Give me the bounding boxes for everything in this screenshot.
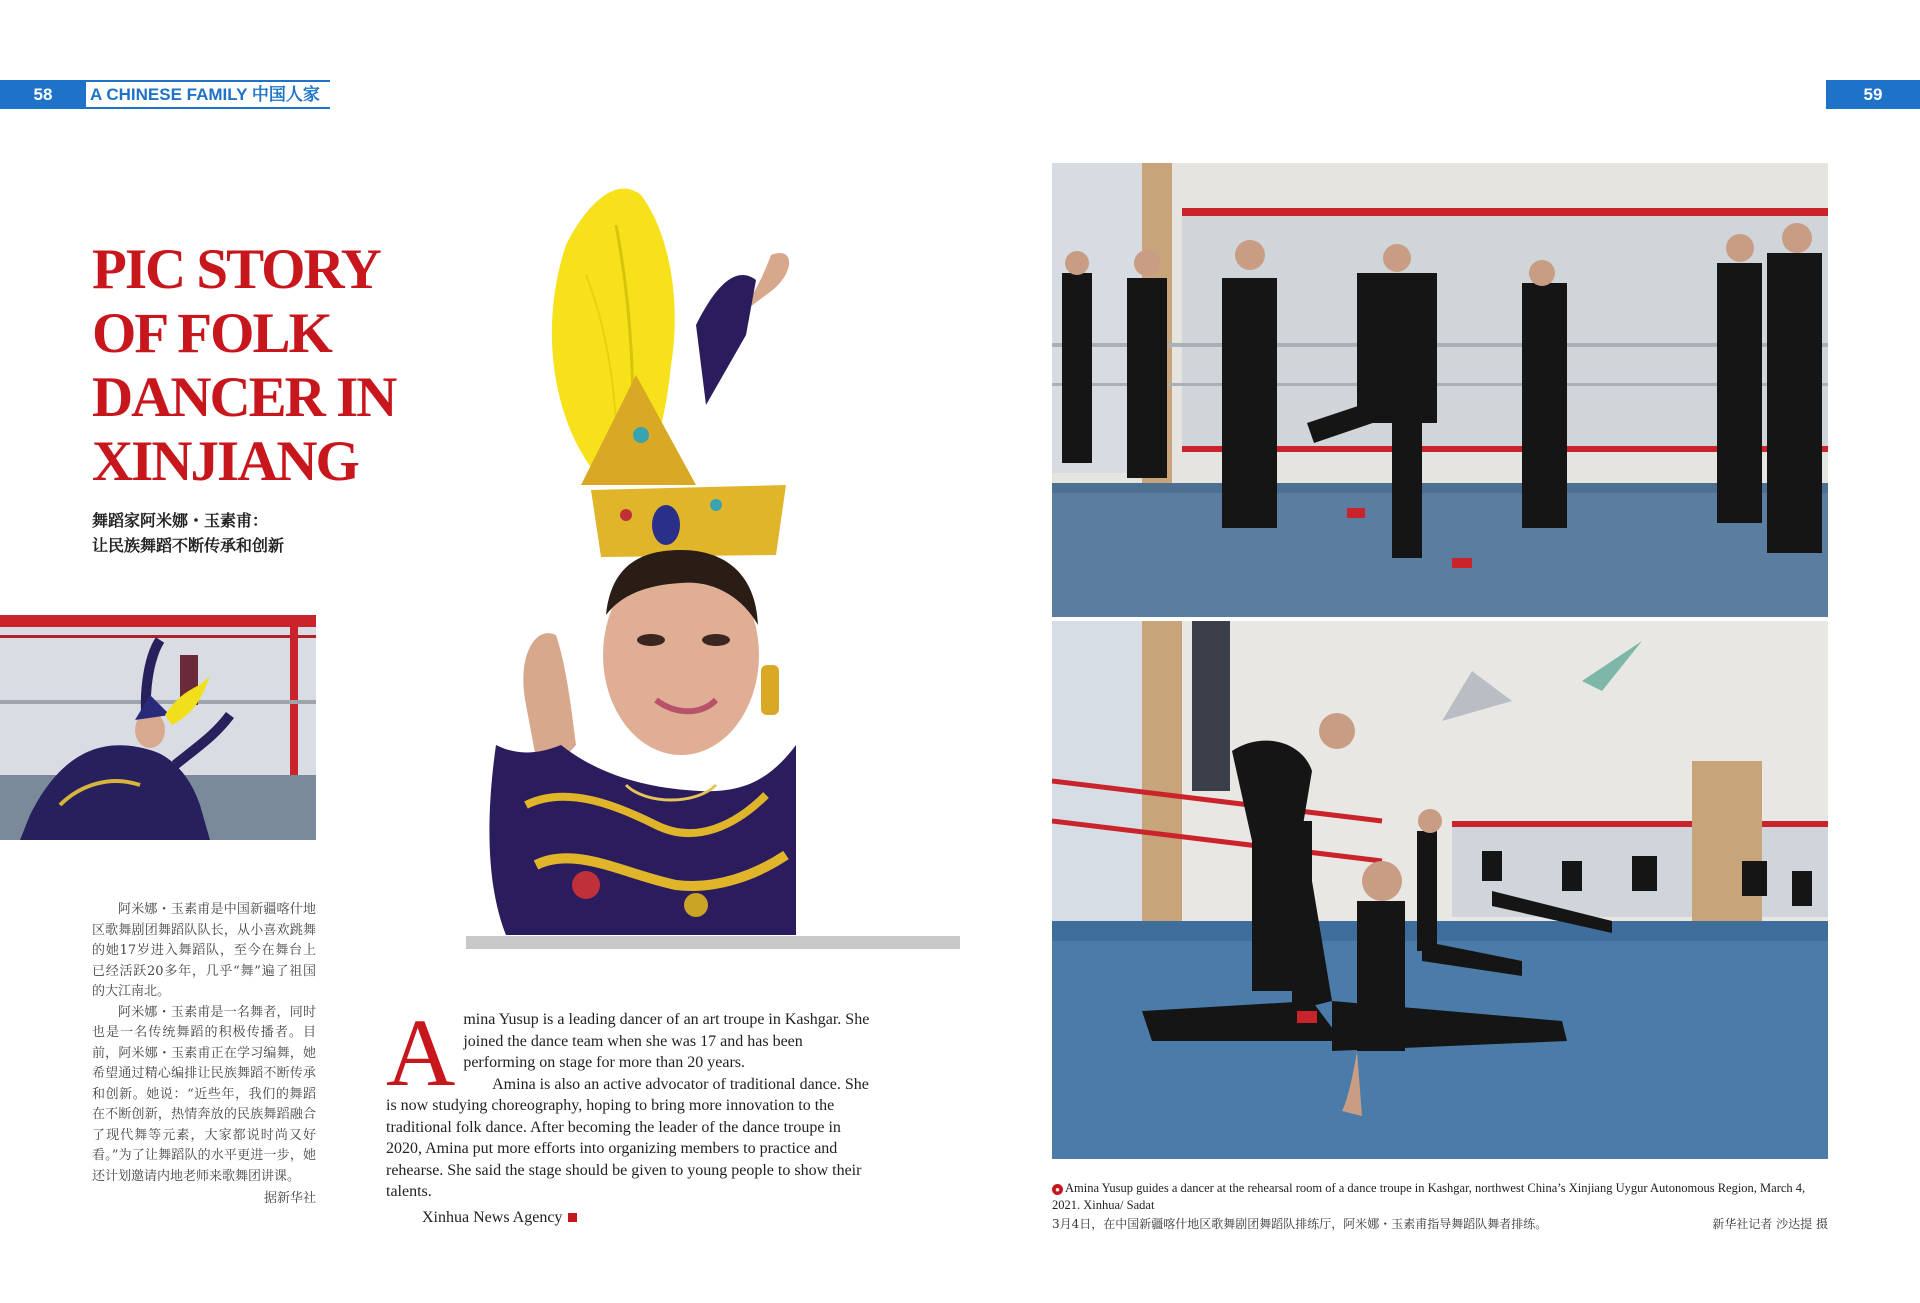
left-page-header xyxy=(0,80,330,110)
chinese-source: 据新华社 xyxy=(263,1191,316,1206)
rehearsal-group-photo xyxy=(1052,163,1828,617)
chinese-paragraph: 阿米娜・玉素甫是中国新疆喀什地区歌舞剧团舞蹈队队长，从小喜欢跳舞的她17岁进入舞蹈队，至今在舞台上已经活跃20多年，几乎“舞”遍了祖国的大江南北。 xyxy=(92,902,316,999)
caption-english-text: Amina Yusup guides a dancer at the rehearsal room of a dance troupe in Kashgar, northwest China’s Xinjiang Uygur Autonomous Region, March 4, 2021. Xinhua/ Sadat xyxy=(1052,1181,1806,1212)
chinese-paragraph: 阿米娜・玉素甫是一名舞者，同时也是一名传统舞蹈的积极传播者。目前，阿米娜・玉素甫正在学习编舞，她希望通过精心编排让民族舞蹈不断传承和创新。她说：“近些年，我们的舞蹈在不断创新，热情奔放的民族舞蹈融合了现代舞等元素，大家都说时尚又好看。”为了让舞蹈队的水平更进一步，她还计划邀请内地老师来歌舞团讲课。 xyxy=(92,1004,316,1184)
stretching-guidance-photo xyxy=(1052,621,1828,1159)
title-line: DANCER IN xyxy=(92,366,396,429)
left-page-number: 58 xyxy=(0,82,86,107)
section-title: A CHINESE FAMILY 中国人家 xyxy=(90,85,320,104)
english-paragraph: mina Yusup is a leading dancer of an art troupe in Kashgar. She joined the dance team when she was 17 and has been performing on stage for more than 20 years. xyxy=(463,1011,870,1071)
chinese-subtitle xyxy=(92,508,284,558)
camera-icon: ● xyxy=(1052,1184,1063,1195)
end-mark-icon xyxy=(568,1213,577,1222)
subtitle-line: 舞蹈家阿米娜・玉素甫： xyxy=(92,511,269,530)
photo-caption-chinese: 3月4日，在中国新疆喀什地区歌舞剧团舞蹈队排练厅，阿米娜・玉素甫指导舞蹈队舞者排练。 xyxy=(1052,1217,1548,1231)
article-title xyxy=(92,238,432,494)
dancer-portrait-photo xyxy=(466,185,796,935)
english-article-body xyxy=(386,999,870,1228)
dancer-bending-photo xyxy=(0,615,316,840)
right-page-number: 59 xyxy=(1826,80,1920,109)
photo-caption-english xyxy=(1052,1180,1827,1214)
title-line: PIC STORY xyxy=(92,238,380,301)
title-line: OF FOLK xyxy=(92,302,331,365)
subtitle-line: 让民族舞蹈不断传承和创新 xyxy=(92,536,285,555)
title-line: XINJIANG xyxy=(92,430,358,493)
agency-signature xyxy=(386,1207,870,1229)
agency-name: Xinhua News Agency xyxy=(422,1208,563,1226)
drop-cap: A xyxy=(386,999,456,1106)
divider-bar xyxy=(466,936,960,949)
photo-credit: 新华社记者 沙达提 摄 xyxy=(1712,1217,1828,1231)
chinese-article-body xyxy=(92,900,316,1210)
english-paragraph: Amina is also an active advocator of traditional dance. She is now studying choreography, hoping to bring more innovation to the traditional folk dance. After becoming the leader of the dance troupe in 2020, Amina put more efforts into organizing members to practice and rehearse. She said the stage should be given to young people to show their talents. xyxy=(386,1075,869,1200)
